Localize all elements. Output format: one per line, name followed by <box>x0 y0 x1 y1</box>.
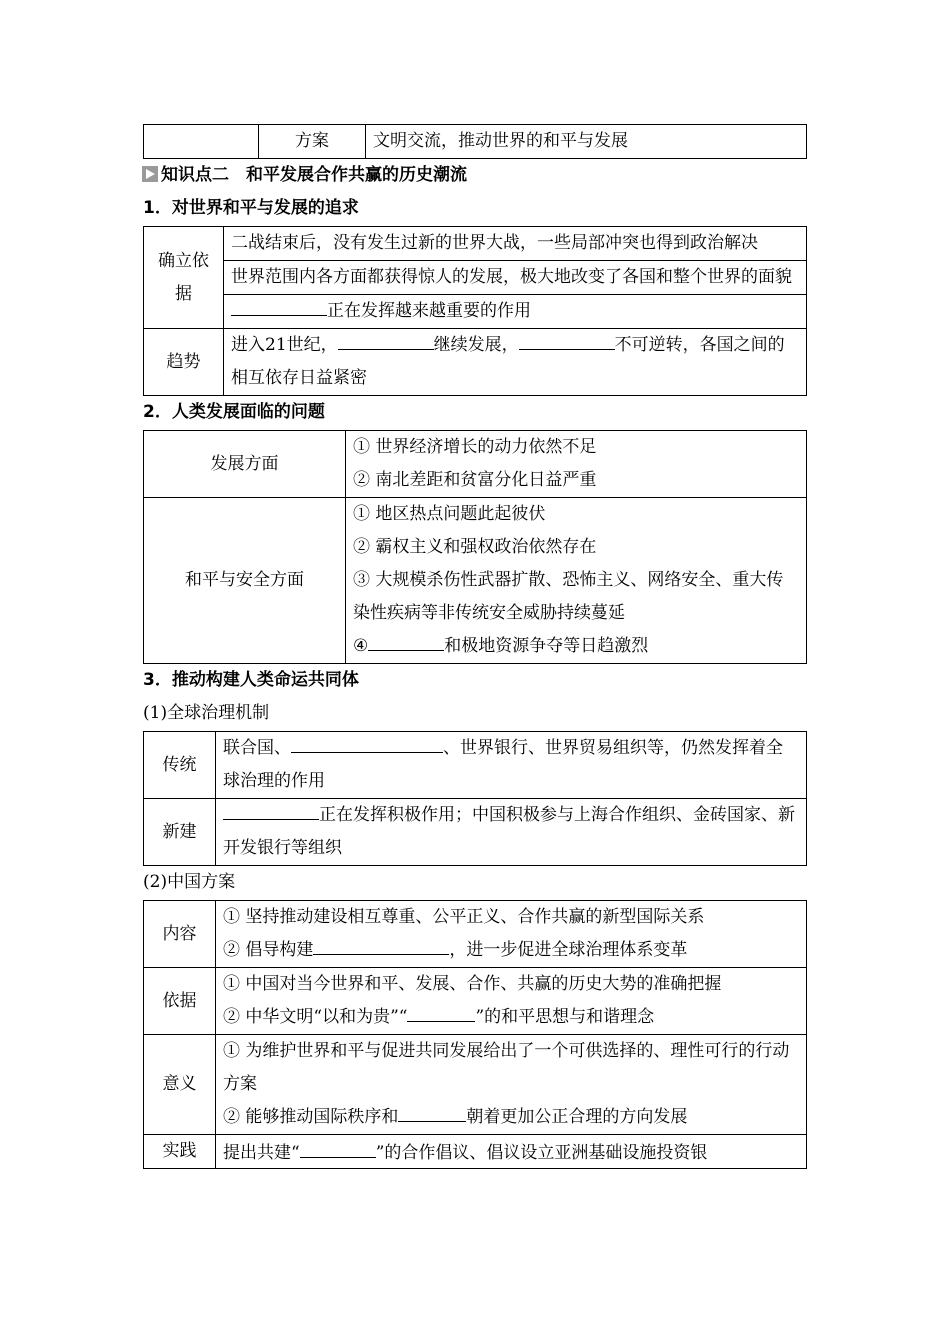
s3-trad: 联合国、 、世界银行、世界贸易组织等，仍然发挥着全球治理的作用 <box>216 732 807 799</box>
s2-table <box>143 430 807 664</box>
label-significance: 意义 <box>144 1035 216 1135</box>
s3-sub2: (2)中国方案 <box>143 872 236 892</box>
empty-cell <box>144 125 259 159</box>
s2-peace: ① 地区热点问题此起彼伏 ② 霸权主义和强权政治依然存在 ③ 大规模杀伤性武器扩散、恐怖主义、网络安全、重大传染性疾病等非传统安全威胁持续蔓延 ④ 和极地资源争夺等日趋激烈 <box>346 498 807 664</box>
section-title: 知识点二 和平发展合作共赢的历史潮流 <box>161 165 467 185</box>
blank[interactable] <box>231 298 327 316</box>
document-page <box>143 124 807 1169</box>
s3-governance-table <box>143 731 807 866</box>
s3-title: 3．推动构建人类命运共同体 <box>143 670 359 690</box>
label-practice: 实践 <box>144 1135 216 1169</box>
label-basis: 确立依据 <box>144 227 224 329</box>
s2-dev: ① 世界经济增长的动力依然不足 ② 南北差距和贫富分化日益严重 <box>346 431 807 498</box>
blank[interactable] <box>300 1140 376 1158</box>
section-heading <box>142 159 807 192</box>
s1-table <box>143 226 807 396</box>
label-development: 发展方面 <box>144 431 346 498</box>
s1-a3: 正在发挥越来越重要的作用 <box>224 295 807 329</box>
label-trend: 趋势 <box>144 329 224 396</box>
blank[interactable] <box>398 1104 466 1122</box>
blank[interactable] <box>291 735 443 753</box>
blank[interactable] <box>338 332 434 350</box>
s1-a2: 世界范围内各方面都获得惊人的发展，极大地改变了各国和整个世界的面貌 <box>224 261 807 295</box>
play-triangle-icon <box>142 166 158 182</box>
top-table-col3: 文明交流，推动世界的和平与发展 <box>366 125 807 159</box>
blank[interactable] <box>519 332 615 350</box>
s3-china-table <box>143 900 807 1169</box>
label-basis-2: 依据 <box>144 968 216 1035</box>
blank[interactable] <box>368 633 444 651</box>
label-traditional: 传统 <box>144 732 216 799</box>
s1-a1: 二战结束后，没有发生过新的世界大战，一些局部冲突也得到政治解决 <box>224 227 807 261</box>
label-new: 新建 <box>144 799 216 866</box>
s3-new: 正在发挥积极作用；中国积极参与上海合作组织、金砖国家、新开发银行等组织 <box>216 799 807 866</box>
top-table-col2: 方案 <box>259 125 366 159</box>
s3-content: ① 坚持推动建设相互尊重、公平正义、合作共赢的新型国际关系 ② 倡导构建 ，进一步促进全球治理体系变革 <box>216 901 807 968</box>
s1-b: 进入21世纪， 继续发展， 不可逆转，各国之间的相互依存日益紧密 <box>224 329 807 396</box>
s3-significance: ① 为维护世界和平与促进共同发展给出了一个可供选择的、理性可行的行动方案 ② 能够推动国际秩序和 朝着更加公正合理的方向发展 <box>216 1035 807 1135</box>
s3-practice: 提出共建“ ”的合作倡议、倡议设立亚洲基础设施投资银 <box>216 1135 807 1169</box>
s3-basis: ① 中国对当今世界和平、发展、合作、共赢的历史大势的准确把握 ② 中华文明“以和为贵”“ ”的和平思想与和谐理念 <box>216 968 807 1035</box>
s2-title: 2．人类发展面临的问题 <box>143 402 325 422</box>
label-content: 内容 <box>144 901 216 968</box>
s3-sub1: (1)全球治理机制 <box>143 703 270 723</box>
blank[interactable] <box>313 937 449 955</box>
top-table <box>143 124 807 159</box>
s1-title: 1．对世界和平与发展的追求 <box>143 198 359 218</box>
label-peace-security: 和平与安全方面 <box>144 498 346 664</box>
blank[interactable] <box>223 802 319 820</box>
blank[interactable] <box>407 1004 475 1022</box>
